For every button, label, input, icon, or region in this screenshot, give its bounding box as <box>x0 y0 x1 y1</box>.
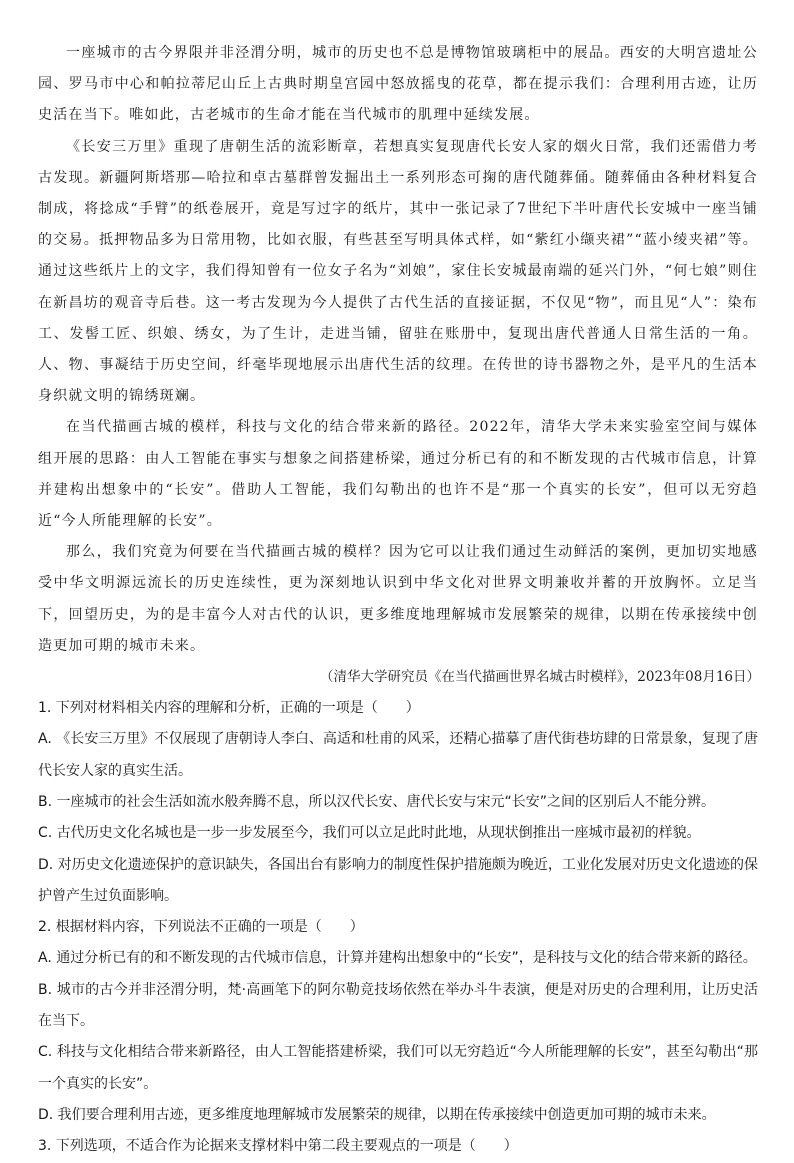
option-a: A. 通过分析已有的和不断发现的古代城市信息，计算并建构出想象中的“长安”，是科技与文化的结合带来新的路径。 <box>38 950 757 967</box>
question-stem: 2. 根据材料内容，下列说法不正确的一项是（ ） <box>38 919 364 936</box>
option-c: C. 古代历史文化名城也是一步一步发展至今，我们可以立足此时此地，从现状倒推出一座城市最初的样貌。 <box>38 825 701 842</box>
option-d: D. 我们要合理利用古迹，更多维度地理解城市发展繁荣的规律，以期在传承接续中创造更加可期的城市未来。 <box>38 1106 716 1123</box>
passage-paragraph-4: 那么，我们究竟为何要在当代描画古城的模样？因为它可以让我们通过生动鲜活的案例，更加切实地感受中华文明源远流长的历史连续性，更为深刻地认识到中华文化对世界文明兼收并蓄的开放胸怀。立足当下，回望历史，为的是丰富今人对古代的认识，更多维度地理解城市发展繁荣的规律，以期在传承接续中创造更加可期的城市未来。 <box>38 544 758 654</box>
passage-paragraph-1: 一座城市的古今界限并非泾渭分明，城市的历史也不总是博物馆玻璃柜中的展品。西安的大明宫遗址公园、罗马市中心和帕拉蒂尼山丘上古典时期皇宫园中怒放摇曳的花草，都在提示我们：合理利用古迹，让历史活在当下。唯如此，古老城市的生命才能在当代城市的肌理中延续发展。 <box>38 45 758 124</box>
question-1 <box>38 693 758 912</box>
question-stem: 1. 下列对材料相关内容的理解和分析，正确的一项是（ ） <box>38 700 420 717</box>
option-b: B. 城市的古今并非泾渭分明，梵·高画笔下的阿尔勒竞技场依然在举办斗牛表演，便是对历史的合理利用，让历史活在当下。 <box>38 981 758 1030</box>
reading-passage <box>38 38 758 693</box>
passage-paragraph-2: 《长安三万里》重现了唐朝生活的流彩断章，若想真实复现唐代长安人家的烟火日常，我们还需借力考古发现。新疆阿斯塔那—哈拉和卓古墓群曾发掘出土一系列形态可掬的唐代随葬俑。随葬俑由各种材料复合制成，将捻成“手臂”的纸卷展开，竟是写过字的纸片，其中一张记录了7世纪下半叶唐代长安城中一座当铺的交易。抵押物品多为日常用物，比如衣服，有些甚至写明具体式样，如“紫红小缬夹裙”“蓝小绫夹裙”等。通过这些纸片上的文字，我们得知曾有一位女子名为“刘娘”，家住长安城最南端的延兴门外，“何七娘”则住在新昌坊的观音寺后巷。这一考古发现为今人提供了古代生活的直接证据，不仅见“物”，而且见“人”：染布工、发髻工匠、织娘、绣女，为了生计，走进当铺，留驻在账册中，复现出唐代普通人日常生活的一角。人、物、事凝结于历史空间，纤毫毕现地展示出唐代生活的纹理。在传世的诗书器物之外，是平凡的生活本身织就文明的锦绣斑斓。 <box>38 138 758 405</box>
question-3 <box>38 1131 758 1162</box>
question-2 <box>38 912 758 1131</box>
exam-page <box>38 38 758 1163</box>
option-b: B. 一座城市的社会生活如流水般奔腾不息，所以汉代长安、唐代长安与宋元“长安”之间的区别后人不能分辨。 <box>38 793 716 810</box>
question-stem: 3. 下列选项，不适合作为论据来支撑材料中第二段主要观点的一项是（ ） <box>38 1138 518 1155</box>
option-d: D. 对历史文化遗迹保护的意识缺失，各国出台有影响力的制度性保护措施颇为晚近，工业化发展对历史文化遗迹的保护曾产生过负面影响。 <box>38 856 758 904</box>
option-c: C. 科技与文化相结合带来新路径，由人工智能搭建桥梁，我们可以无穷趋近“今人所能理解的长安”，甚至勾勒出“那一个真实的长安”。 <box>38 1044 758 1092</box>
passage-source: （清华大学研究员《在当代描画世界名城古时模样》，2023年08月16日） <box>320 669 760 686</box>
passage-paragraph-3: 在当代描画古城的模样，科技与文化的结合带来新的路径。2022年，清华大学未来实验室空间与媒体组开展的思路：由人工智能在事实与想象之间搭建桥梁，通过分析已有的和不断发现的古代城市信息，计算并建构出想象中的“长安”。借助人工智能，我们勾勒出的也许不是“那一个真实的长安”，但可以无穷趋近“今人所能理解的长安”。 <box>38 419 758 530</box>
option-a: A. 《长安三万里》不仅展现了唐朝诗人李白、高适和杜甫的风采，还精心描摹了唐代街巷坊肆的日常景象，复现了唐代长安人家的真实生活。 <box>38 731 758 779</box>
